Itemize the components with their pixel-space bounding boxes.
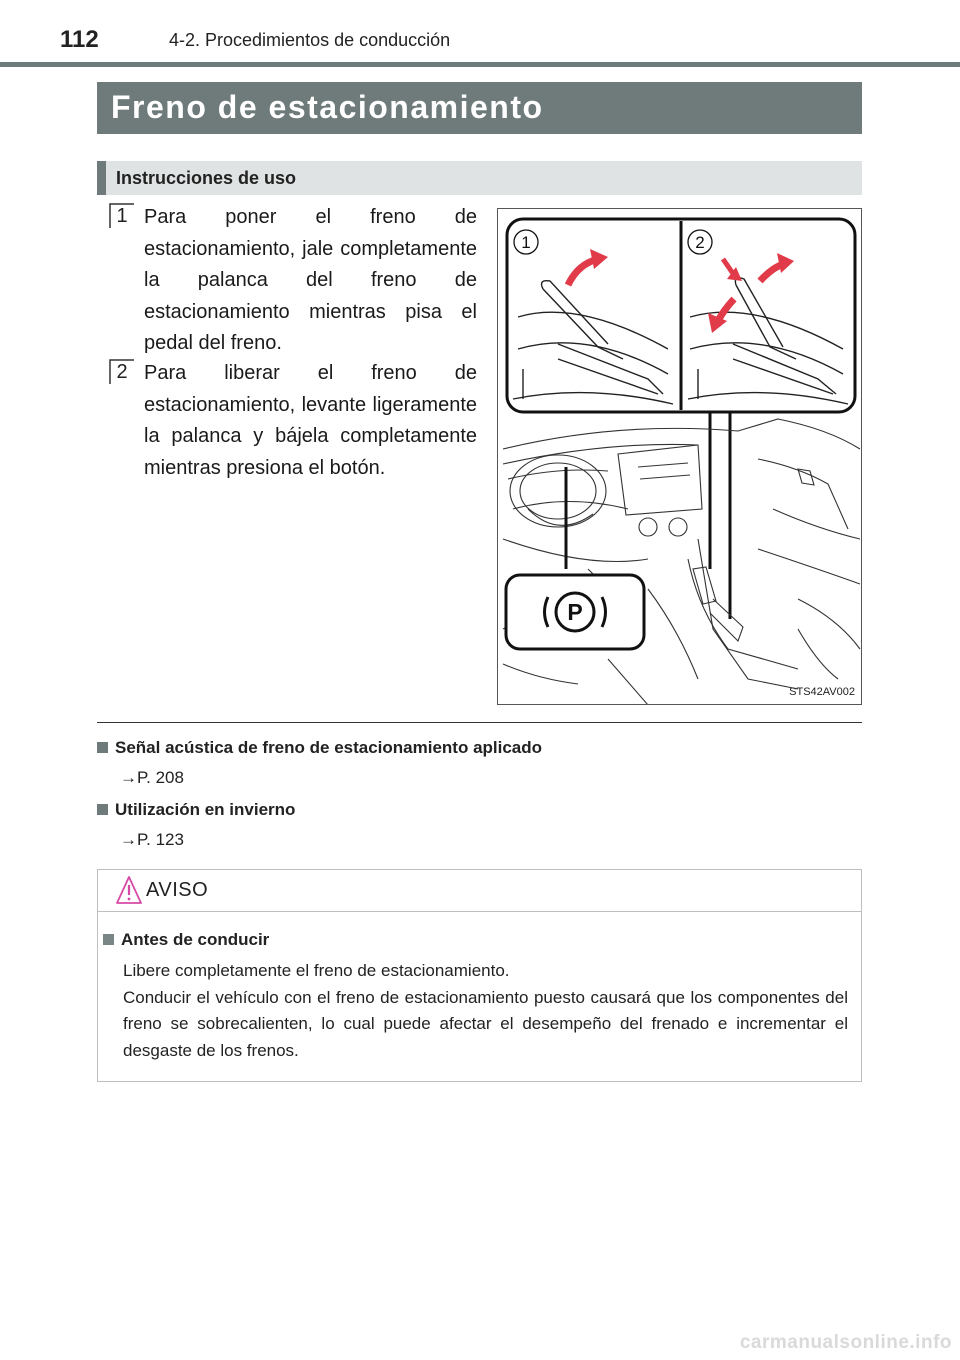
section-title: Freno de estacionamiento — [97, 82, 862, 134]
note-1-title — [97, 738, 542, 758]
note-2-title — [97, 800, 295, 820]
page-number: 112 — [60, 26, 99, 53]
chapter-title: 4-2. Procedimientos de conducción — [169, 30, 451, 50]
warning-square-icon — [103, 934, 114, 945]
parking-brake-illustration — [497, 208, 862, 705]
watermark: carmanualsonline.info — [739, 1332, 952, 1353]
step-2-text: Para liberar el freno de estacionamiento, levante ligeramente la palanca y bájela completamente mientras presiona el botón. — [144, 362, 477, 479]
step-1-marker — [109, 203, 135, 229]
section-divider — [97, 722, 862, 723]
note-1-reference[interactable]: →P. 208 — [120, 768, 184, 787]
warning-body — [123, 958, 848, 1064]
subsection-title: Instrucciones de uso — [97, 161, 862, 195]
note-1-square-icon — [97, 742, 108, 753]
note-1-title-text: Señal acústica de freno de estacionamiento aplicado — [115, 738, 543, 757]
warning-line-2: Conducir el vehículo con el freno de estacionamiento puesto causará que los componentes del freno se sobrecalienten, lo cual puede afectar el desempeño del frenado e incrementar el desgaste de los frenos. — [123, 987, 848, 1060]
note-2-square-icon — [97, 804, 108, 815]
header-rule — [0, 62, 960, 67]
warning-box — [97, 869, 862, 1082]
figure-code: STS42AV002 — [789, 686, 855, 698]
indicator-letter: P — [567, 599, 583, 625]
warning-header — [98, 870, 861, 912]
callout-1: 1 — [521, 233, 531, 252]
step-1-number: 1 — [116, 205, 128, 227]
step-2-marker — [109, 359, 135, 385]
step-2-number: 2 — [116, 361, 128, 383]
dashboard-drawing — [503, 419, 860, 705]
warning-line-1: Libere completamente el freno de estacionamiento. — [123, 961, 510, 980]
brake-diagram — [498, 209, 862, 705]
note-2-title-text: Utilización en invierno — [115, 800, 296, 819]
warning-triangle-icon — [116, 875, 142, 905]
callout-2: 2 — [695, 233, 705, 252]
warning-label: AVISO — [146, 879, 209, 901]
warning-title — [103, 930, 269, 950]
note-2-reference[interactable]: →P. 123 — [120, 830, 184, 849]
step-1-text: Para poner el freno de estacionamiento, jale completamente la palanca del freno de estacionamiento mientras pisa el pedal del freno. — [144, 206, 477, 354]
warning-title-text: Antes de conducir — [121, 930, 270, 949]
